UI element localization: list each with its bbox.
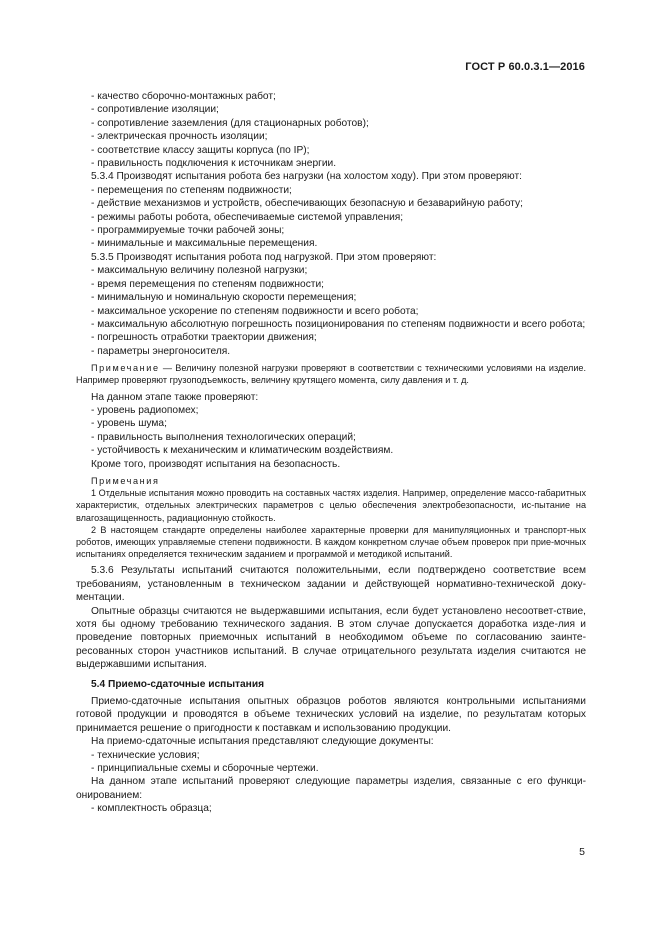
note-item-1: 1 Отдельные испытания можно проводить на составных частях изделия. Например, определение массо-габаритных характеристик, отдельных электрических параметров с целью обеспечения электробезопасности, ис-пытание на влагозащищенность, радиационную стойкость. [76, 488, 586, 523]
list-item: - технические условия; [91, 749, 200, 761]
list-item: - устойчивость к механическим и климатическим воздействиям. [91, 445, 394, 457]
documents-intro: На приемо-сдаточные испытания представляют следующие документы: [91, 736, 434, 748]
list-item: - погрешность отработки траектории движения; [91, 332, 317, 344]
list-item: - уровень радиопомех; [91, 404, 199, 416]
standard-header: ГОСТ Р 60.0.3.1—2016 [465, 61, 585, 73]
page-number: 5 [579, 846, 585, 858]
acceptance-tests-paragraph: Приемо-сдаточные испытания опытных образцов роботов являются контрольными испытаниями готовой продукции и проводятся в объеме технических условий на изделие, по результатам которых принимается решение о пригодности к поставкам и использованию продукции. [76, 696, 586, 734]
list-item: - время перемещения по степеням подвижности; [91, 278, 324, 290]
clause-5-3-4: 5.3.4 Производят испытания робота без нагрузки (на холостом ходу). При этом проверяют: [91, 171, 522, 183]
list-item: - максимальную величину полезной нагрузки; [91, 265, 308, 277]
notes-heading: Примечания [91, 475, 160, 486]
failure-criteria-paragraph: Опытные образцы считаются не выдержавшими испытания, если будет установлено несоответ-ствие, хотя бы одному требованию технического задания. В этом случае допускается доработка изде-лия и проведение повторных приемочных испытаний в необходимом объеме по согласованию заинте-ресованных сторон участников испытаний. В случае отрицательного результата изделия считаются не выдержавшими испытания. [76, 605, 586, 671]
section-heading-5-4: 5.4 Приемо-сдаточные испытания [91, 678, 265, 690]
page-body [76, 90, 586, 816]
list-item: - программируемые точки рабочей зоны; [91, 225, 285, 237]
list-item: - параметры энергоносителя. [91, 345, 231, 357]
list-item: - перемещения по степеням подвижности; [91, 184, 292, 196]
list-item: - комплектность образца; [91, 803, 212, 815]
list-item: - принципиальные схемы и сборочные чертежи. [91, 763, 319, 775]
note-paragraph [76, 362, 586, 386]
also-checked-intro: На данном этапе также проверяют: [91, 391, 259, 403]
list-item: - правильность выполнения технологических операций; [91, 431, 356, 443]
list-item: - сопротивление изоляции; [91, 104, 219, 116]
list-item: - действие механизмов и устройств, обеспечивающих безопасную и безаварийную работу; [91, 198, 523, 210]
list-item: - качество сборочно-монтажных работ; [91, 91, 276, 102]
list-item: - уровень шума; [91, 418, 167, 430]
note-item-2: 2 В настоящем стандарте определены наиболее характерные проверки для манипуляционных и транспорт-ных роботов, имеющих управляемые степени подвижности. В каждом конкретном случае объем проверок при прие-мочных испытаниях определяется техническим заданием и программой и методикой испытаний. [76, 524, 586, 560]
list-item: - правильность подключения к источникам энергии. [91, 158, 337, 170]
clause-5-3-6: 5.3.6 Результаты испытаний считаются положительными, если подтверждено соответствие всем требованиям, установленным в техническом задании и действующей нормативно-технической доку-ментации. [76, 565, 586, 604]
list-item: - электрическая прочность изоляции; [91, 131, 268, 143]
list-item: - минимальную и номинальную скорости перемещения; [91, 292, 357, 304]
list-item: - максимальное ускорение по степеням подвижности и всего робота; [91, 305, 419, 317]
parameters-intro: На данном этапе испытаний проверяют следующие параметры изделия, связанные с его функци-онированием: [76, 776, 586, 801]
list-item: - режимы работы робота, обеспечиваемые системой управления; [91, 211, 404, 223]
note-text: — Величину полезной нагрузки проверяют в соответствии с техническими условиями на изделие. Например проверяют грузоподъемкость, величину крутящего момента, силу давления и т. д. [76, 363, 586, 386]
list-item: - максимальную абсолютную погрешность позиционирования по степеням подвижности и всего робота; [91, 318, 586, 330]
list-item: - минимальные и максимальные перемещения. [91, 238, 318, 250]
safety-tests-paragraph: Кроме того, производят испытания на безопасность. [91, 458, 341, 470]
list-item: - сопротивление заземления (для стационарных роботов); [91, 117, 369, 129]
clause-5-3-5: 5.3.5 Производят испытания робота под нагрузкой. При этом проверяют: [91, 251, 437, 263]
list-item: - соответствие классу защиты корпуса (по IP); [91, 144, 310, 156]
note-label: Примечание [91, 363, 160, 374]
